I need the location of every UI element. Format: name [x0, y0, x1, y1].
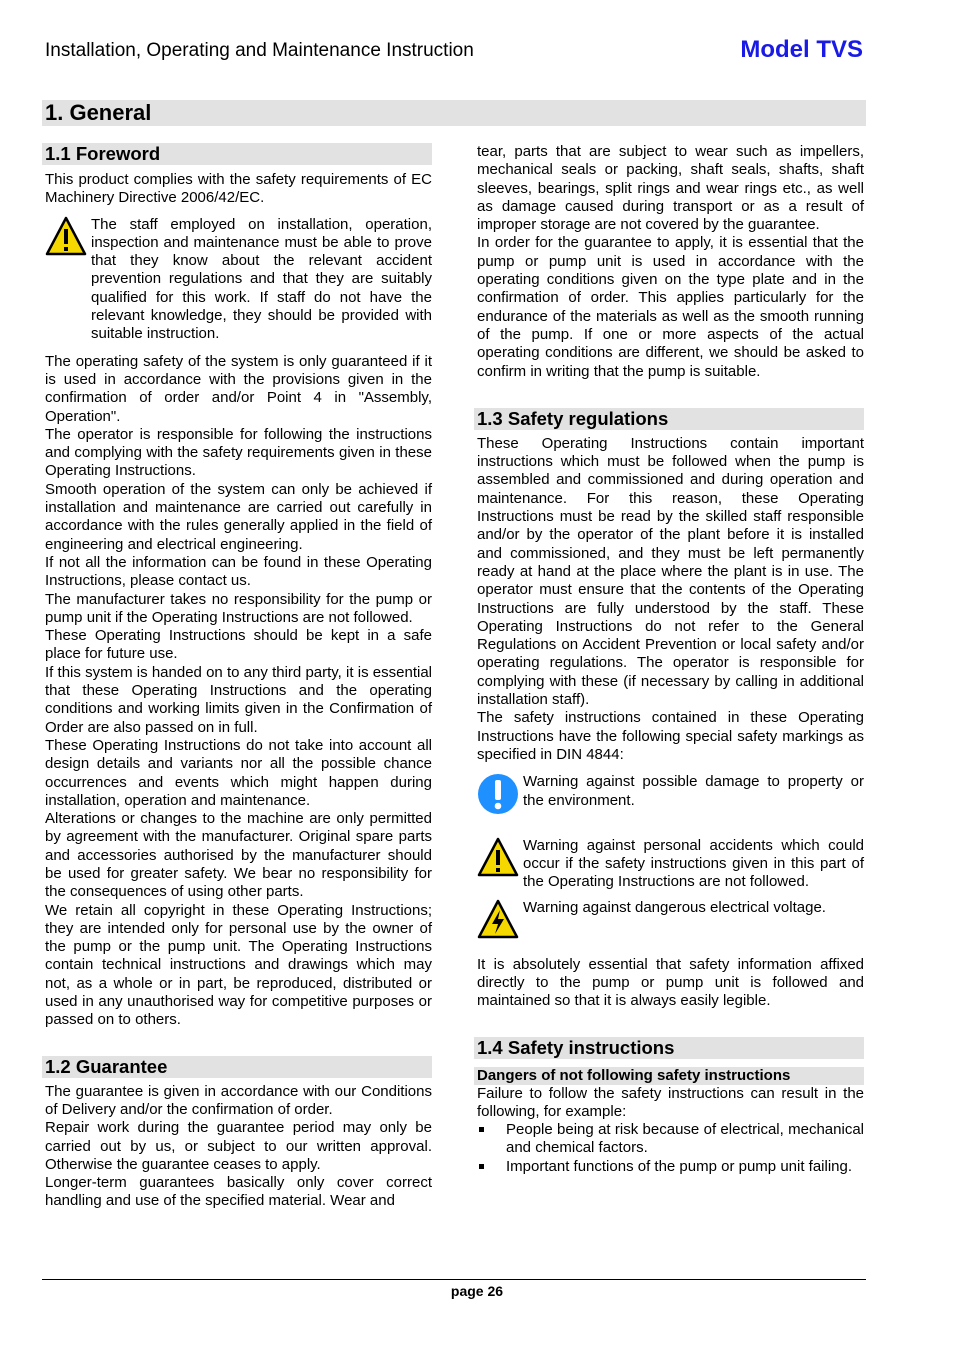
foreword-paragraph: We retain all copyright in these Operating Instructions; they are intended only for personal use by the owner of the pump or the pump unit. The Operating Instructions contain technical instructions and drawings which may not, as a whole or in part, be reproduced, distributed or used in any unauthorised way for competitive purposes or passed on to others.	[45, 901, 432, 1029]
footer-divider	[42, 1279, 866, 1280]
high-voltage-icon	[477, 899, 523, 944]
safety-regulations-closing: It is absolutely essential that safety information affixed directly to the pump or pump unit is followed and maintained so that it is always easily legible.	[477, 955, 864, 1010]
safety-instructions-heading: 1.4 Safety instructions	[474, 1037, 864, 1059]
guarantee-body	[45, 1083, 432, 1211]
marking-personal-text: Warning against personal accidents which could occur if the safety instructions given in this part of the Operating Instructions are not followed.	[523, 836, 864, 891]
guarantee-continued	[477, 143, 864, 381]
foreword-warning	[45, 216, 432, 344]
guarantee-paragraph: tear, parts that are subject to wear such as impellers, mechanical seals or packing, shaft seals, shafts, shaft sleeves, bearings, split rings and wear rings etc., as well as damage caused during transport or as a result of improper storage are not covered by the guarantee.	[477, 143, 864, 234]
foreword-paragraph: If not all the information can be found in these Operating Instructions, please contact us.	[45, 553, 432, 590]
list-item: People being at risk because of electrical, mechanical and chemical factors.	[477, 1121, 864, 1158]
warning-triangle-icon	[45, 216, 91, 261]
foreword-paragraph: These Operating Instructions do not take into account all design details and variants nor all the possible chance occurrences and events which might happen during installation, operation and maintenance.	[45, 736, 432, 809]
marking-electrical-text: Warning against dangerous electrical voltage.	[523, 899, 826, 917]
safety-regulations-paragraph: These Operating Instructions contain important instructions which must be followed when the pump is assembled and commissioned and during operation and maintenance. For this reason, these Operating Instructions must be read by the skilled staff responsible and/or by the operator of the plant before it is installed and commissioned, and they must be left permanently ready at hand at the place where the plant is in use. The operator must ensure that the contents of the Operating Instructions are fully understood by the staff. These Operating Instructions do not refer to the General Regulations on Accident Prevention or local safety and/or operating regulations. The operator is responsible for complying with these (if necessary by calling in additional installation staff).	[477, 434, 864, 709]
safety-instructions-subheading: Dangers of not following safety instructions	[474, 1067, 864, 1085]
warning-triangle-icon	[477, 837, 523, 882]
guarantee-paragraph: Longer-term guarantees basically only cover correct handling and use of the specified material. Wear and	[45, 1174, 432, 1210]
foreword-paragraph: If this system is handed on to any third party, it is essential that these Operating Instructions and the operating conditions and working limits given in the Confirmation of Order are also passed on in full.	[45, 663, 432, 736]
guarantee-paragraph: Repair work during the guarantee period may only be carried out by us, or subject to our written approval. Otherwise the guarantee ceases to apply.	[45, 1119, 432, 1173]
foreword-intro: This product complies with the safety requirements of EC Machinery Directive 2006/42/EC.	[45, 171, 432, 207]
guarantee-paragraph: In order for the guarantee to apply, it is essential that the pump or pump unit is used in accordance with the operating conditions given on the type plate and in the confirmation of order. This applies particularly for the endurance of the materials as well as the smooth running of the pump. If one or more aspects of the actual operating conditions are different, we should be asked to confirm in writing that the pump is suitable.	[477, 234, 864, 380]
safety-regulations-paragraph: The safety instructions contained in these Operating Instructions have the following special safety markings as specified in DIN 4844:	[477, 709, 864, 763]
safety-instructions-intro: Failure to follow the safety instructions can result in the following, for example:	[477, 1084, 864, 1120]
marking-property	[477, 773, 864, 820]
foreword-paragraph: The manufacturer takes no responsibility for the pump or pump unit if the Operating Instructions are not followed.	[45, 590, 432, 626]
left-column	[45, 143, 432, 1211]
header-title: Installation, Operating and Maintenance Instruction	[45, 40, 474, 61]
foreword-body	[45, 353, 432, 1030]
marking-electrical	[477, 899, 864, 944]
marking-personal	[477, 837, 864, 892]
section-title: 1. General	[42, 100, 866, 126]
foreword-paragraph: Smooth operation of the system can only be achieved if installation and maintenance are carried out carefully in accordance with the rules generally applied in the field of engineering and electrical engineering.	[45, 480, 432, 553]
foreword-paragraph: These Operating Instructions should be kept in a safe place for future use.	[45, 627, 432, 663]
foreword-heading: 1.1 Foreword	[42, 143, 432, 165]
safety-regulations-body	[477, 435, 864, 764]
guarantee-paragraph: The guarantee is given in accordance with our Conditions of Delivery and/or the confirmation of order.	[45, 1082, 432, 1118]
safety-regulations-heading: 1.3 Safety regulations	[474, 408, 864, 430]
list-item: Important functions of the pump or pump unit failing.	[477, 1158, 864, 1176]
foreword-paragraph: Alterations or changes to the machine are only permitted by agreement with the manufacturer. Original spare parts and accessories authorised by the manufacturer should be used for greater safety. We bear no responsibility for the consequences of using other parts.	[45, 810, 432, 901]
safety-instructions-list	[477, 1121, 864, 1176]
marking-property-text: Warning against possible damage to property or the environment.	[523, 773, 864, 809]
right-column	[477, 143, 864, 1176]
guarantee-heading: 1.2 Guarantee	[42, 1056, 432, 1078]
foreword-warning-text: The staff employed on installation, operation, inspection and maintenance must be able to prove that they know about the relevant accident prevention regulations and that they are suitably qualified for this work. If staff do not have the relevant knowledge, they should be provided with suitable instruction.	[91, 215, 432, 343]
model-title: Model TVS	[740, 36, 863, 63]
foreword-paragraph: The operating safety of the system is only guaranteed if it is used in accordance with the provisions given in the confirmation of order and/or Point 4 in "Assembly, Operation".	[45, 352, 432, 425]
exclamation-circle-icon	[477, 773, 523, 820]
foreword-paragraph: The operator is responsible for following the instructions and complying with the safety requirements given in these Operating Instructions.	[45, 425, 432, 480]
page-number: page 26	[450, 1283, 504, 1299]
